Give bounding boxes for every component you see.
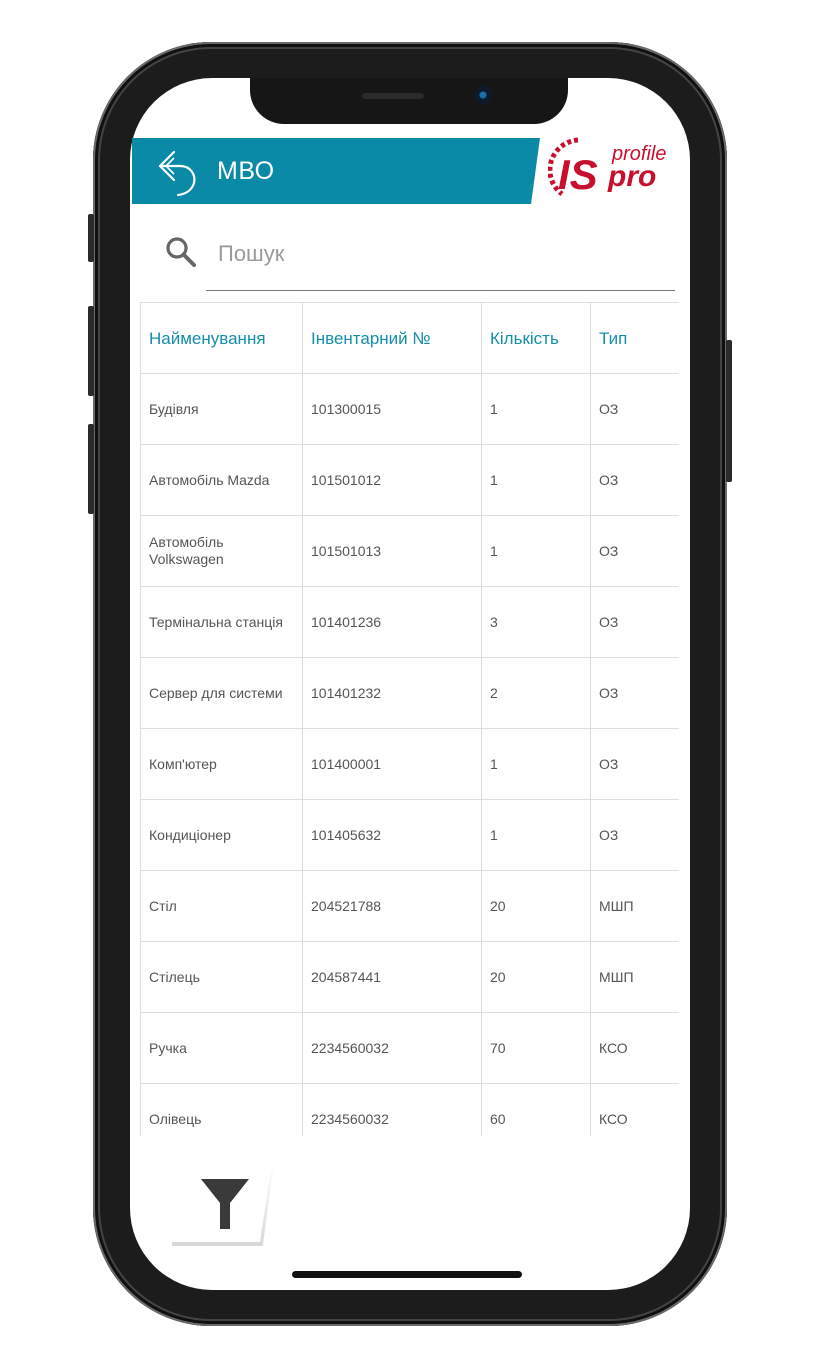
cell-name: Стілець	[141, 942, 303, 1013]
cell-inventory-number: 204587441	[303, 942, 482, 1013]
volume-down-button	[88, 424, 94, 514]
cell-quantity: 2	[482, 658, 591, 729]
cell-type: МШП	[591, 871, 680, 942]
search-underline	[206, 290, 675, 291]
cell-type: ОЗ	[591, 445, 680, 516]
search-input[interactable]	[218, 236, 674, 272]
cell-inventory-number: 2234560032	[303, 1084, 482, 1137]
cell-type: КСО	[591, 1013, 680, 1084]
cell-name: Кондиціонер	[141, 800, 303, 871]
table-row[interactable]	[141, 587, 680, 658]
cell-type: ОЗ	[591, 658, 680, 729]
cell-quantity: 1	[482, 800, 591, 871]
cell-name: Олівець	[141, 1084, 303, 1137]
table-row[interactable]	[141, 871, 680, 942]
table-row[interactable]	[141, 800, 680, 871]
cell-inventory-number: 101405632	[303, 800, 482, 871]
cell-quantity: 60	[482, 1084, 591, 1137]
cell-quantity: 1	[482, 729, 591, 800]
cell-name: Термінальна станція	[141, 587, 303, 658]
table-row[interactable]	[141, 1013, 680, 1084]
cell-name: Будівля	[141, 374, 303, 445]
cell-quantity: 70	[482, 1013, 591, 1084]
table-row[interactable]	[141, 374, 680, 445]
cell-inventory-number: 101300015	[303, 374, 482, 445]
cell-quantity: 3	[482, 587, 591, 658]
ispro-logo	[548, 132, 674, 208]
cell-name: Автомобіль Volkswagen	[141, 516, 303, 587]
cell-type: ОЗ	[591, 587, 680, 658]
table-row[interactable]	[141, 729, 680, 800]
cell-inventory-number: 101400001	[303, 729, 482, 800]
cell-inventory-number: 2234560032	[303, 1013, 482, 1084]
cell-quantity: 20	[482, 871, 591, 942]
table-row[interactable]	[141, 516, 680, 587]
logo-profile-text: profile	[612, 143, 667, 165]
cell-type: ОЗ	[591, 374, 680, 445]
back-arrow-icon[interactable]	[156, 146, 202, 198]
page-title: МВО	[217, 157, 275, 185]
cell-name: Сервер для системи	[141, 658, 303, 729]
cell-name: Ручка	[141, 1013, 303, 1084]
cell-name: Стіл	[141, 871, 303, 942]
column-header-type[interactable]: Тип	[591, 303, 680, 374]
search-icon[interactable]	[165, 236, 197, 268]
logo-pro-text: pro	[608, 160, 657, 193]
assets-table	[140, 302, 679, 1136]
cell-inventory-number: 101401232	[303, 658, 482, 729]
volume-up-button	[88, 306, 94, 396]
notch	[250, 78, 568, 124]
front-camera	[474, 86, 492, 104]
table-header-row	[141, 303, 680, 374]
column-header-inventory-number[interactable]: Інвентарний №	[303, 303, 482, 374]
cell-inventory-number: 101501012	[303, 445, 482, 516]
cell-quantity: 1	[482, 516, 591, 587]
cell-quantity: 1	[482, 445, 591, 516]
logo-is-text: IS	[558, 151, 598, 198]
filter-icon[interactable]	[201, 1177, 249, 1229]
column-header-quantity[interactable]: Кількість	[482, 303, 591, 374]
table-row[interactable]	[141, 942, 680, 1013]
table-row[interactable]	[141, 1084, 680, 1137]
assets-table-container[interactable]	[140, 302, 679, 1136]
cell-name: Автомобіль Mazda	[141, 445, 303, 516]
column-header-name[interactable]: Найменування	[141, 303, 303, 374]
cell-quantity: 20	[482, 942, 591, 1013]
cell-type: ОЗ	[591, 800, 680, 871]
cell-inventory-number: 101401236	[303, 587, 482, 658]
cell-type: МШП	[591, 942, 680, 1013]
table-row[interactable]	[141, 658, 680, 729]
cell-name: Комп'ютер	[141, 729, 303, 800]
mute-switch	[88, 214, 94, 262]
cell-inventory-number: 101501013	[303, 516, 482, 587]
cell-inventory-number: 204521788	[303, 871, 482, 942]
cell-type: ОЗ	[591, 516, 680, 587]
cell-quantity: 1	[482, 374, 591, 445]
speaker	[362, 93, 424, 99]
home-indicator[interactable]	[292, 1271, 522, 1278]
cell-type: ОЗ	[591, 729, 680, 800]
power-button	[726, 340, 732, 482]
table-row[interactable]	[141, 445, 680, 516]
cell-type: КСО	[591, 1084, 680, 1137]
